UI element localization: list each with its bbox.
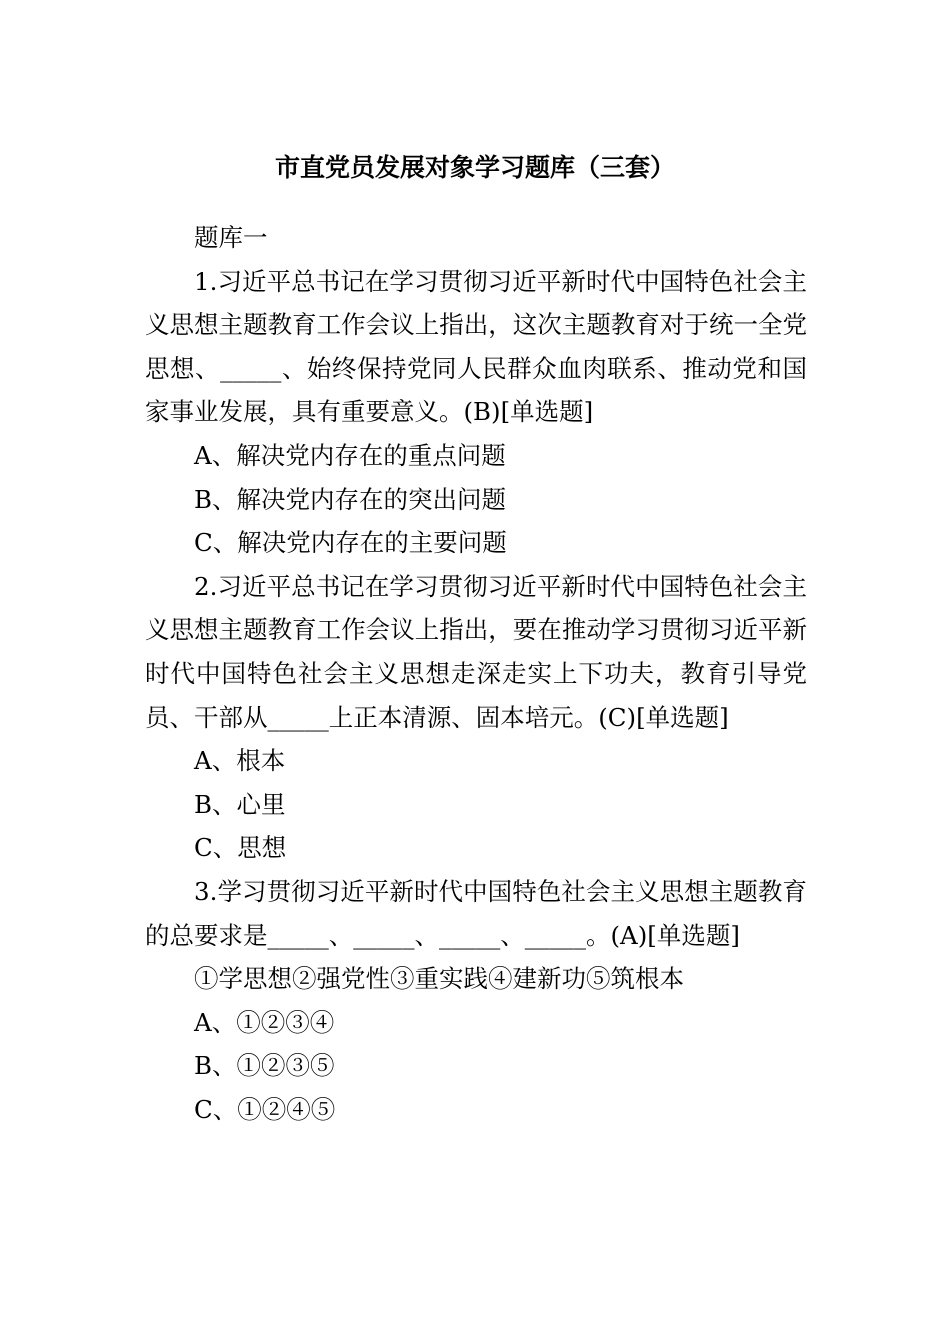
- question-1-option-c: C、解决党内存在的主要问题: [194, 528, 507, 558]
- document-title: 市直党员发展对象学习题库（三套）: [274, 153, 675, 182]
- section-heading: 题库一: [194, 223, 268, 252]
- question-1-option-b: B、解决党内存在的突出问题: [194, 484, 507, 514]
- question-1-option-a: A、解决党内存在的重点问题: [194, 440, 506, 470]
- document-body: [145, 216, 807, 1131]
- question-2-text: 2.习近平总书记在学习贯彻习近平新时代中国特色社会主义思想主题教育工作会议上指出，要在推动学习贯彻习近平新时代中国特色社会主义思想走深走实上下功夫，教育引导党员、干部从_____上正本清源、固本培元。(C)[单选题]: [145, 571, 807, 732]
- question-3-text: 3.学习贯彻习近平新时代中国特色社会主义思想主题教育的总要求是_____、_____、_____、_____。(A)[单选题]: [145, 876, 807, 950]
- question-3-option-c: C、①②④⑤: [194, 1094, 336, 1124]
- question-1-text: 1.习近平总书记在学习贯彻习近平新时代中国特色社会主义思想主题教育工作会议上指出，这次主题教育对于统一全党思想、_____、始终保持党同人民群众血肉联系、推动党和国家事业发展，具有重要意义。(B)[单选题]: [145, 266, 807, 427]
- question-3-option-a: A、①②③④: [194, 1007, 335, 1037]
- question-2-option-a: A、根本: [194, 746, 286, 776]
- question-3-note: ①学思想②强党性③重实践④建新功⑤筑根本: [194, 964, 684, 994]
- question-3-option-b: B、①②③⑤: [194, 1051, 335, 1081]
- question-2-option-b: B、心里: [194, 789, 286, 819]
- question-2-option-c: C、思想: [194, 833, 287, 863]
